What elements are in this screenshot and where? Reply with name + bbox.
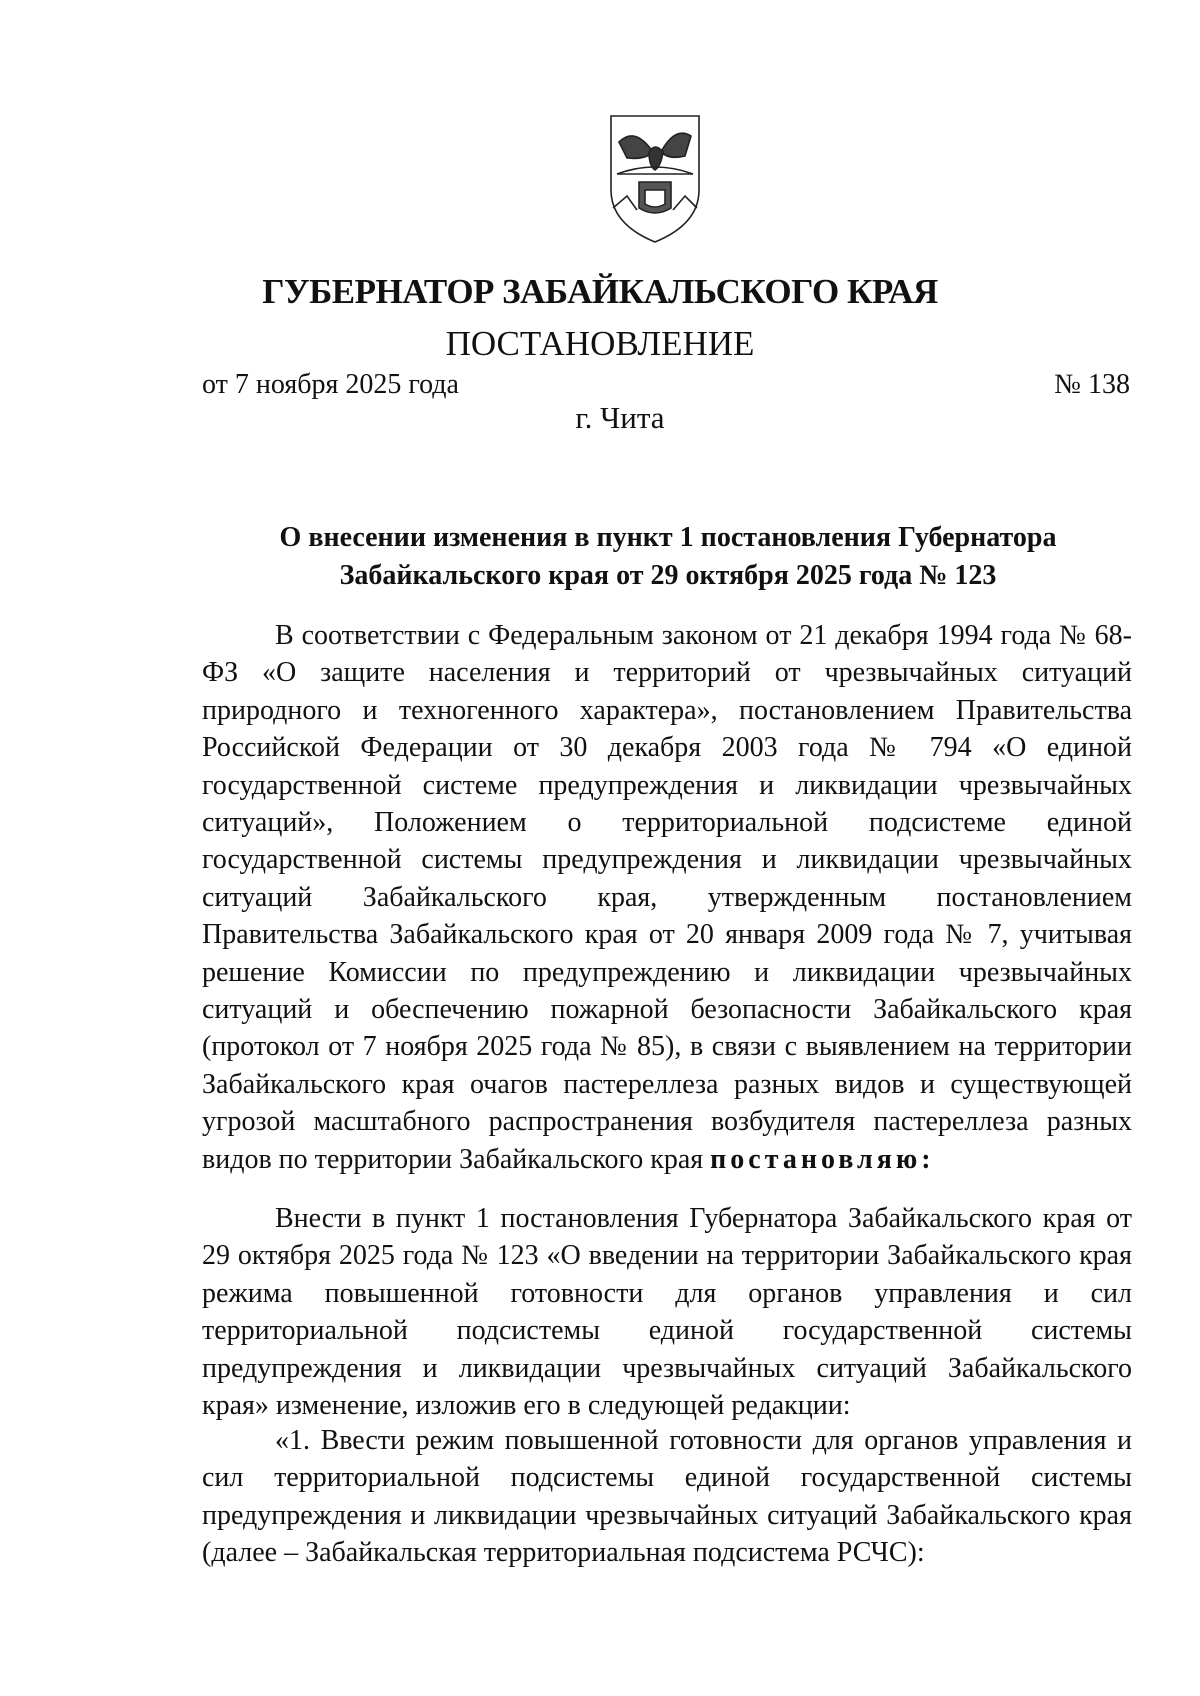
issuer-title: ГУБЕРНАТОР ЗАБАЙКАЛЬСКОГО КРАЯ [262,272,938,311]
document-number: № 138 [1054,369,1130,400]
document-subject [200,519,1136,595]
body-paragraph-point-1: «1. Ввести режим повышенной готовности для органов управления и сил территориальной подсистемы единой государственной системы предупреждения и ликвидации чрезвычайных ситуаций Забайкальского края (далее – Забайкальская территориальная подсистема РСЧС): [202,1425,1132,1569]
subject-line: Забайкальского края от 29 октября 2025 года № 123 [339,560,997,591]
body-paragraph-amendment: Внести в пункт 1 постановления Губернатора Забайкальского края от 29 октября 2025 года № 123 «О введении на территории Забайкальского края режима повышенной готовности для органов управления и сил территориальной подсистемы единой государственной системы предупреждения и ликвидации чрезвычайных ситуаций Забайкальского края» изменение, изложив его в следующей редакции: [202,1203,1132,1422]
document-type: ПОСТАНОВЛЕНИЕ [445,324,755,363]
body-paragraph-preamble [202,617,1132,1178]
document-date: от 7 ноября 2025 года [202,369,459,400]
coat-of-arms-icon [605,112,705,247]
preamble-text: В соответствии с Федеральным законом от 21 декабря 1994 года № 68-ФЗ «О защите населения и территорий от чрезвычайных ситуаций природного и техногенного характера», постановлением Правительства Российской Федерации от 30 декабря 2003 года № 794 «О единой государственной системе предупреждения и ликвидации чрезвычайных ситуаций», Положением о территориальной подсистеме единой государственной системы предупреждения и ликвидации чрезвычайных ситуаций Забайкальского края, утвержденным постановлением Правительства Забайкальского края от 20 января 2009 года № 7, учитывая решение Комиссии по предупреждению и ликвидации чрезвычайных ситуаций и обеспечению пожарной безопасности Забайкальского края (протокол от 7 ноября 2025 года № 85), в связи с выявлением на территории Забайкальского края очагов пастереллеза разных видов и существующей угрозой масштабного распространения возбудителя пастереллеза разных видов по территории Забайкальского края [202,620,1132,1175]
document-city: г. Чита [575,400,665,435]
subject-line: О внесении изменения в пункт 1 постановления Губернатора [279,522,1057,553]
resolution-keyword: постановляю: [710,1143,935,1175]
